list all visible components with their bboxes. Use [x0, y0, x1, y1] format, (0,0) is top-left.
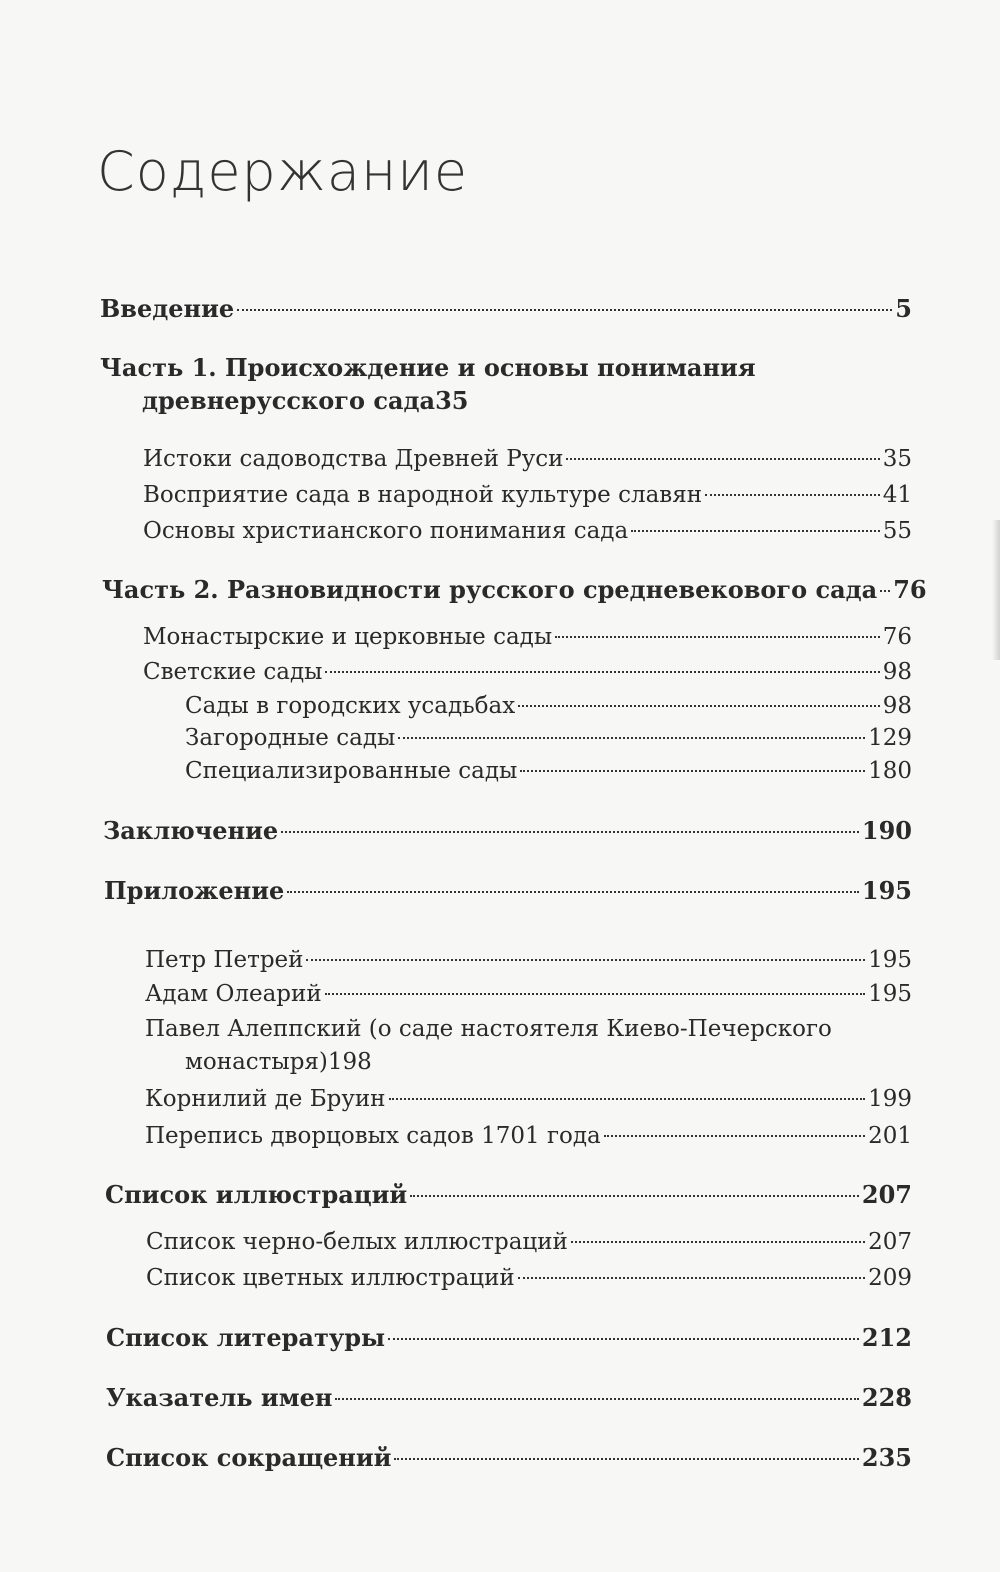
toc-entry-page: 180 [868, 758, 912, 784]
toc-entry-page: 41 [882, 482, 912, 508]
toc-entry-label: Специализированные сады [185, 758, 518, 784]
leader-dots [325, 993, 865, 995]
leader-dots [394, 1458, 858, 1460]
toc-entry-label-line2: древнерусского сада [142, 386, 436, 415]
toc-entry-label: Истоки садоводства Древней Руси [143, 446, 564, 472]
toc-entry-folk-perception[interactable] [143, 479, 912, 512]
leader-dots [287, 891, 859, 893]
toc-entry-page: 55 [882, 518, 912, 544]
toc-entry-page: 199 [868, 1086, 912, 1112]
toc-entry-urban-gardens[interactable] [185, 690, 912, 723]
toc-entry-label: Заключение [103, 816, 279, 845]
toc-entry-page: 98 [882, 693, 912, 719]
toc-entry-label: Список иллюстраций [105, 1180, 408, 1209]
toc-entry-page: 195 [868, 981, 912, 1007]
leader-dots [281, 831, 859, 833]
toc-entry-christian-understanding[interactable] [143, 515, 912, 548]
toc-entry-page: 98 [882, 659, 912, 685]
toc-entry-bibliography[interactable] [106, 1321, 912, 1354]
toc-entry-label-line1: Часть 1. Происхождение и основы понимания [100, 353, 756, 382]
toc-entry-label: Список черно-белых иллюстраций [146, 1229, 568, 1255]
toc-entry-specialized-gardens[interactable] [185, 755, 912, 788]
toc-entry-name-index[interactable] [106, 1381, 912, 1414]
leader-dots [631, 530, 880, 532]
toc-entry-origins[interactable] [143, 443, 912, 476]
toc-entry-page: 207 [861, 1180, 912, 1209]
toc-entry-adam-olearius[interactable] [145, 978, 912, 1011]
toc-entry-secular-gardens[interactable] [143, 656, 912, 689]
leader-dots [388, 1338, 859, 1340]
leader-dots [410, 1195, 859, 1197]
toc-entry-page: 195 [861, 876, 912, 905]
leader-dots [880, 590, 890, 592]
leader-dots [520, 770, 865, 772]
toc-entry-part-1[interactable] [100, 351, 912, 417]
leader-dots [518, 1277, 865, 1279]
toc-entry-appendix[interactable] [104, 874, 912, 907]
toc-entry-cornelis-de-bruijn[interactable] [145, 1083, 912, 1116]
toc-entry-label: Загородные сады [185, 725, 396, 751]
leader-dots [705, 494, 880, 496]
toc-entry-page: 201 [868, 1123, 912, 1149]
leader-dots [571, 1241, 865, 1243]
leader-dots [398, 737, 865, 739]
toc-entry-label: Петр Петрей [145, 947, 304, 973]
toc-entry-page: 198 [327, 1049, 372, 1075]
toc-entry-color-illustrations[interactable] [146, 1262, 912, 1295]
page-edge-shadow [992, 520, 1000, 660]
toc-entry-label: Восприятие сада в народной культуре славян [143, 482, 703, 508]
toc-entry-label: Монастырские и церковные сады [143, 624, 553, 650]
toc-entry-label: Часть 2. Разновидности русского средневекового сада [102, 575, 878, 604]
toc-entry-bw-illustrations[interactable] [146, 1226, 912, 1259]
toc-entry-page: 195 [868, 947, 912, 973]
toc-entry-label: Приложение [104, 876, 285, 905]
toc-entry-page: 76 [882, 624, 912, 650]
toc-entry-label: Список цветных иллюстраций [146, 1265, 515, 1291]
toc-entry-label: Основы христианского понимания сада [143, 518, 629, 544]
toc-entry-label: Сады в городских усадьбах [185, 693, 516, 719]
toc-entry-page: 35 [435, 386, 469, 415]
toc-entry-country-gardens[interactable] [185, 722, 912, 755]
toc-entry-page: 5 [895, 294, 912, 323]
toc-entry-page: 129 [868, 725, 912, 751]
toc-entry-introduction[interactable] [100, 292, 912, 325]
leader-dots [306, 959, 865, 961]
toc-entry-monastery-gardens[interactable] [143, 621, 912, 654]
toc-entry-label: Указатель имен [106, 1383, 333, 1412]
toc-entry-page: 76 [893, 575, 927, 604]
toc-entry-label-line1: Павел Алеппский (о саде настоятеля Киево-Печерского [145, 1016, 832, 1042]
page-title: Содержание [97, 140, 469, 203]
toc-entry-page: 235 [861, 1443, 912, 1472]
leader-dots [518, 705, 880, 707]
leader-dots [325, 671, 879, 673]
toc-entry-page: 212 [861, 1323, 912, 1352]
toc-entry-abbreviations[interactable] [106, 1441, 912, 1474]
toc-entry-petr-petrey[interactable] [145, 944, 912, 977]
leader-dots [566, 458, 879, 460]
toc-entry-illustrations[interactable] [105, 1178, 912, 1211]
toc-entry-page: 209 [868, 1265, 912, 1291]
toc-entry-label: Светские сады [143, 659, 323, 685]
toc-entry-palace-gardens-census[interactable] [145, 1120, 912, 1153]
leader-dots [389, 1098, 866, 1100]
leader-dots [237, 309, 892, 311]
toc-entry-label-line2: монастыря) [185, 1049, 328, 1075]
leader-dots [335, 1398, 858, 1400]
leader-dots [555, 636, 880, 638]
toc-entry-label: Список сокращений [106, 1443, 392, 1472]
toc-entry-label: Корнилий де Бруин [145, 1086, 386, 1112]
toc-entry-page: 228 [861, 1383, 912, 1412]
toc-entry-label: Адам Олеарий [145, 981, 322, 1007]
leader-dots [604, 1135, 865, 1137]
toc-entry-page: 190 [861, 816, 912, 845]
toc-entry-pavel-aleppsky[interactable] [145, 1013, 912, 1079]
toc-entry-page: 35 [882, 446, 912, 472]
toc-entry-part-2[interactable] [102, 573, 927, 606]
toc-entry-label: Перепись дворцовых садов 1701 года [145, 1123, 601, 1149]
toc-entry-label: Введение [100, 294, 235, 323]
toc-entry-conclusion[interactable] [103, 814, 912, 847]
toc-entry-label: Список литературы [106, 1323, 386, 1352]
toc-entry-page: 207 [868, 1229, 912, 1255]
